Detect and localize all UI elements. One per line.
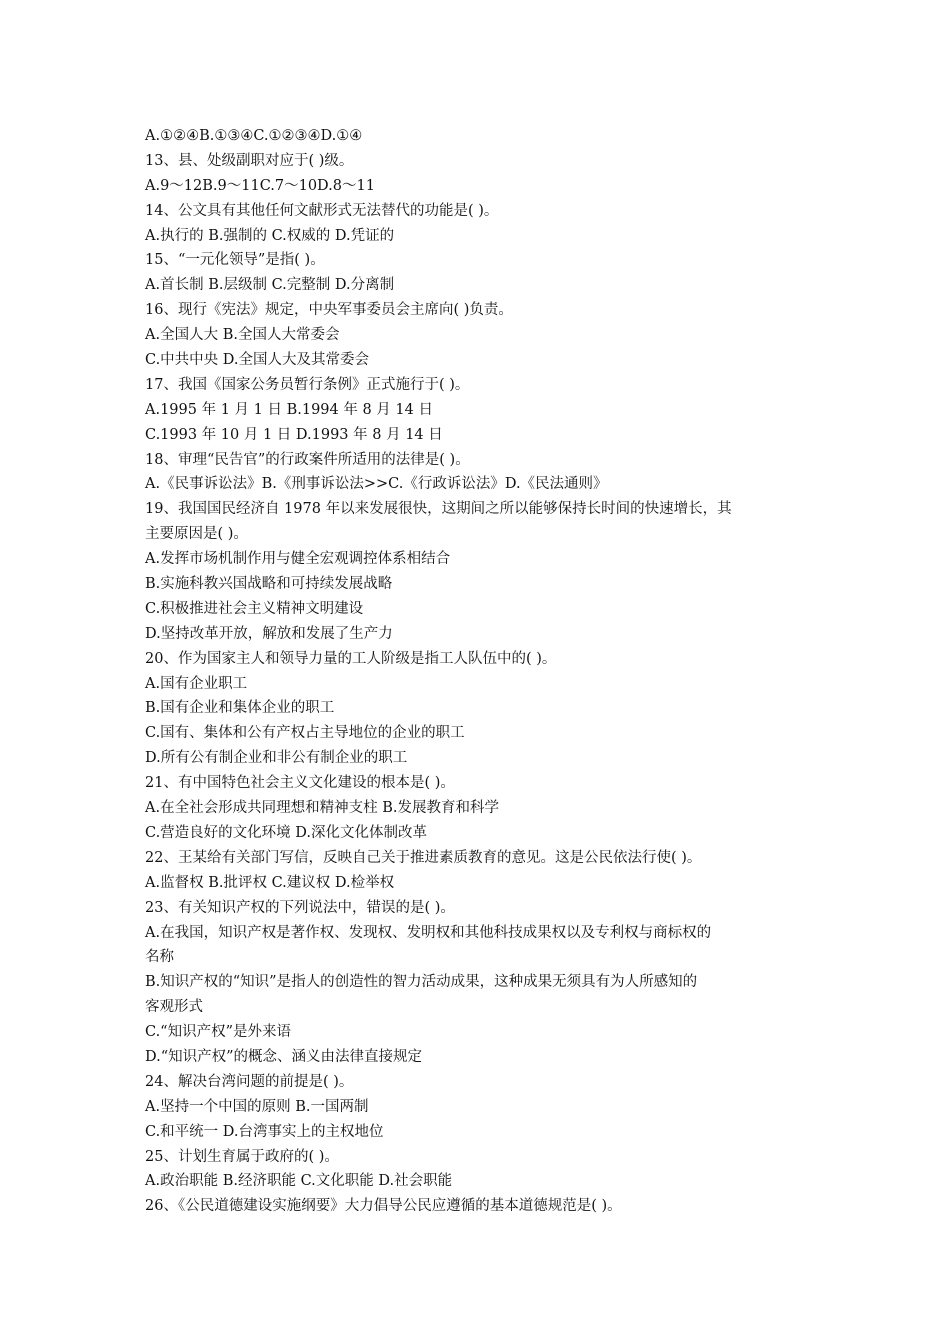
text-line: D.“知识产权”的概念、涵义由法律直接规定 [145,1048,423,1065]
text-line: C.中共中央 D.全国人大及其常委会 [145,352,370,369]
text-line: 20、作为国家主人和领导力量的工人阶级是指工人队伍中的( )。 [145,650,557,667]
text-line: B.实施科教兴国战略和可持续发展战略 [145,576,393,593]
text-line: A.执行的 B.强制的 C.权威的 D.凭证的 [145,227,395,244]
text-line: 14、公文具有其他任何文献形式无法替代的功能是( )。 [145,202,499,219]
text-line: 16、现行《宪法》规定，中央军事委员会主席向( )负责。 [145,302,513,319]
text-line: 名称 [145,949,174,966]
text-line: A.监督权 B.批评权 C.建议权 D.检举权 [145,874,395,891]
text-line: 18、审理“民告官”的行政案件所适用的法律是( )。 [145,451,470,468]
text-line: A.在全社会形成共同理想和精神支柱 B.发展教育和科学 [145,800,499,817]
document-page [145,124,810,1219]
text-line: C.营造良好的文化环境 D.深化文化体制改革 [145,824,428,841]
text-line: A.首长制 B.层级制 C.完整制 D.分离制 [145,277,395,294]
text-line: 23、有关知识产权的下列说法中，错误的是( )。 [145,899,455,916]
text-line: C.1993 年 10 月 1 日 D.1993 年 8 月 14 日 [145,426,443,443]
text-line: D.所有公有制企业和非公有制企业的职工 [145,750,408,767]
text-line: 25、计划生育属于政府的( )。 [145,1148,339,1165]
text-line: 22、王某给有关部门写信，反映自己关于推进素质教育的意见。这是公民依法行使( )。 [145,849,702,866]
text-line: 26、《公民道德建设实施纲要》大力倡导公民应遵循的基本道德规范是( )。 [145,1198,622,1215]
text-line: A.1995 年 1 月 1 日 B.1994 年 8 月 14 日 [145,401,433,418]
text-line: A.发挥市场机制作用与健全宏观调控体系相结合 [145,551,451,568]
text-line: A.9～12B.9～11C.7～10D.8～11 [145,177,375,194]
text-line: C.和平统一 D.台湾事实上的主权地位 [145,1123,384,1140]
text-line: A.坚持一个中国的原则 B.一国两制 [145,1098,369,1115]
text-line: A.政治职能 B.经济职能 C.文化职能 D.社会职能 [145,1173,453,1190]
text-line: A.国有企业职工 [145,675,248,692]
text-line: A.《民事诉讼法》B.《刑事诉讼法>>C.《行政诉讼法》D.《民法通则》 [145,476,608,493]
text-line: D.坚持改革开放，解放和发展了生产力 [145,625,393,642]
text-line: 13、县、处级副职对应于( )级。 [145,152,354,169]
text-line: 主要原因是( )。 [145,526,248,543]
text-line: B.知识产权的“知识”是指人的创造性的智力活动成果，这种成果无须具有为人所感知的 [145,974,698,991]
text-line: 21、有中国特色社会主义文化建设的根本是( )。 [145,775,455,792]
text-line: A.在我国，知识产权是著作权、发现权、发明权和其他科技成果权以及专利权与商标权的 [145,924,712,941]
text-line: 19、我国国民经济自 1978 年以来发展很快，这期间之所以能够保持长时间的快速增长，其 [145,501,732,518]
text-line: C.国有、集体和公有产权占主导地位的企业的职工 [145,725,465,742]
text-line: 17、我国《国家公务员暂行条例》正式施行于( )。 [145,376,470,393]
text-line: C.积极推进社会主义精神文明建设 [145,600,364,617]
text-line: A.①②④B.①③④C.①②③④D.①④ [145,128,363,144]
text-line: 客观形式 [145,999,203,1016]
text-line: C.“知识产权”是外来语 [145,1024,292,1041]
text-line: 24、解决台湾问题的前提是( )。 [145,1073,354,1090]
text-line: A.全国人大 B.全国人大常委会 [145,327,340,344]
text-line: 15、“一元化领导”是指( )。 [145,252,325,269]
text-line: B.国有企业和集体企业的职工 [145,700,335,717]
